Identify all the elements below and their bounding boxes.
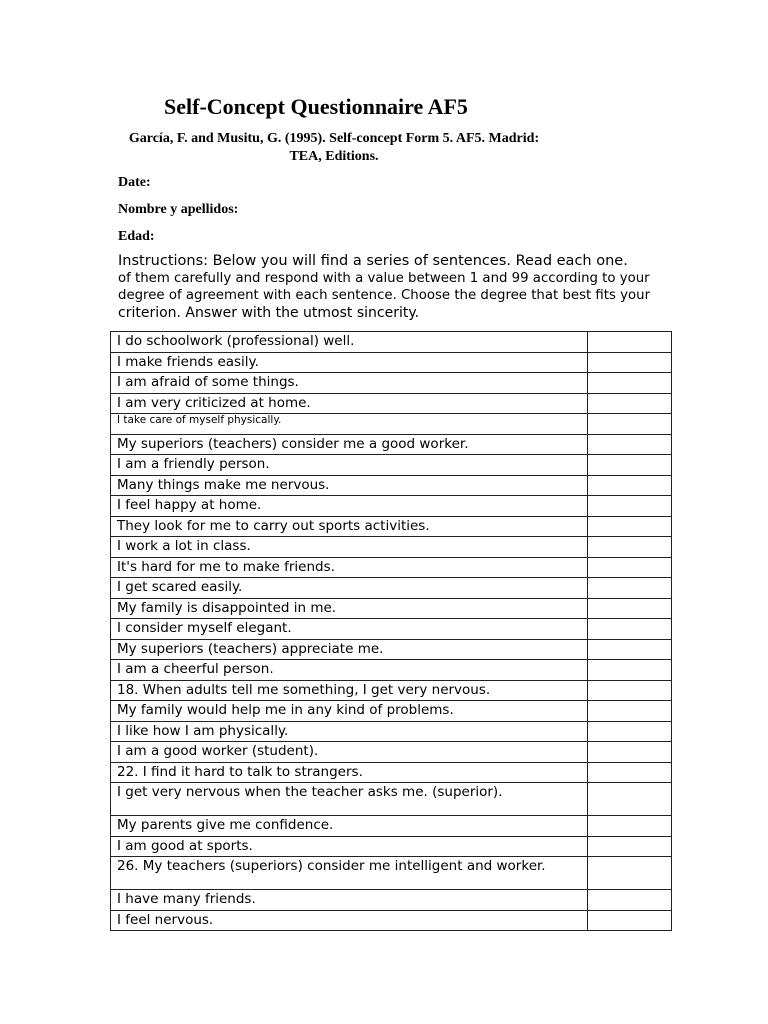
- item-statement: Many things make me nervous.: [111, 475, 588, 496]
- answer-cell[interactable]: [588, 475, 672, 496]
- table-row: [111, 910, 672, 931]
- date-field-label: Date:: [118, 175, 151, 190]
- questionnaire-table: [110, 331, 672, 931]
- instructions-line-1: Instructions: Below you will find a series of sentences. Read each one.: [118, 253, 628, 269]
- name-field-label: Nombre y apellidos:: [118, 202, 239, 217]
- item-statement: It's hard for me to make friends.: [111, 557, 588, 578]
- table-row: [111, 373, 672, 394]
- table-row: [111, 762, 672, 783]
- answer-cell[interactable]: [588, 516, 672, 537]
- table-row: [111, 332, 672, 353]
- answer-cell[interactable]: [588, 393, 672, 414]
- item-statement: I am good at sports.: [111, 836, 588, 857]
- item-statement: My family would help me in any kind of problems.: [111, 701, 588, 722]
- item-statement: I am afraid of some things.: [111, 373, 588, 394]
- answer-cell[interactable]: [588, 352, 672, 373]
- item-statement: I make friends easily.: [111, 352, 588, 373]
- table-row: [111, 816, 672, 837]
- answer-cell[interactable]: [588, 836, 672, 857]
- table-row: [111, 455, 672, 476]
- item-statement: I get very nervous when the teacher asks me. (superior).: [111, 783, 588, 816]
- table-row: [111, 742, 672, 763]
- instructions-line-3: degree of agreement with each sentence. Choose the degree that best fits your: [118, 288, 651, 303]
- answer-cell[interactable]: [588, 434, 672, 455]
- answer-cell[interactable]: [588, 701, 672, 722]
- table-row: [111, 619, 672, 640]
- item-statement: 18. When adults tell me something, I get very nervous.: [111, 680, 588, 701]
- item-statement: I work a lot in class.: [111, 537, 588, 558]
- item-statement: My superiors (teachers) appreciate me.: [111, 639, 588, 660]
- table-row: [111, 557, 672, 578]
- answer-cell[interactable]: [588, 742, 672, 763]
- table-row: [111, 890, 672, 911]
- instructions-line-4: criterion. Answer with the utmost sincerity.: [118, 305, 420, 321]
- answer-cell[interactable]: [588, 578, 672, 599]
- table-row: [111, 701, 672, 722]
- item-statement: My family is disappointed in me.: [111, 598, 588, 619]
- item-statement: They look for me to carry out sports activities.: [111, 516, 588, 537]
- item-statement: 22. I find it hard to talk to strangers.: [111, 762, 588, 783]
- table-row: [111, 680, 672, 701]
- table-row: [111, 516, 672, 537]
- table-row: [111, 475, 672, 496]
- item-statement: I like how I am physically.: [111, 721, 588, 742]
- answer-cell[interactable]: [588, 816, 672, 837]
- table-row: [111, 721, 672, 742]
- table-row: [111, 857, 672, 890]
- table-row: [111, 414, 672, 435]
- table-row: [111, 434, 672, 455]
- page-title: Self-Concept Questionnaire AF5: [164, 94, 468, 119]
- answer-cell[interactable]: [588, 890, 672, 911]
- table-row: [111, 836, 672, 857]
- instructions-line-2: of them carefully and respond with a value between 1 and 99 according to your: [118, 271, 650, 286]
- answer-cell[interactable]: [588, 639, 672, 660]
- answer-cell[interactable]: [588, 332, 672, 353]
- table-row: [111, 660, 672, 681]
- answer-cell[interactable]: [588, 455, 672, 476]
- age-field-label: Edad:: [118, 229, 155, 244]
- table-row: [111, 393, 672, 414]
- item-statement: 26. My teachers (superiors) consider me intelligent and worker.: [111, 857, 588, 890]
- citation: García, F. and Musitu, G. (1995). Self-concept Form 5. AF5. Madrid: TEA, Editions.: [128, 131, 540, 164]
- table-row: [111, 598, 672, 619]
- answer-cell[interactable]: [588, 414, 672, 435]
- item-statement: I take care of myself physically.: [111, 414, 588, 435]
- item-statement: I am a friendly person.: [111, 455, 588, 476]
- answer-cell[interactable]: [588, 373, 672, 394]
- item-statement: My superiors (teachers) consider me a good worker.: [111, 434, 588, 455]
- answer-cell[interactable]: [588, 680, 672, 701]
- table-row: [111, 496, 672, 517]
- answer-cell[interactable]: [588, 910, 672, 931]
- answer-cell[interactable]: [588, 557, 672, 578]
- item-statement: I consider myself elegant.: [111, 619, 588, 640]
- answer-cell[interactable]: [588, 721, 672, 742]
- answer-cell[interactable]: [588, 537, 672, 558]
- table-row: [111, 578, 672, 599]
- answer-cell[interactable]: [588, 619, 672, 640]
- answer-cell[interactable]: [588, 496, 672, 517]
- table-row: [111, 639, 672, 660]
- item-statement: My parents give me confidence.: [111, 816, 588, 837]
- item-statement: I am very criticized at home.: [111, 393, 588, 414]
- answer-cell[interactable]: [588, 857, 672, 890]
- item-statement: I do schoolwork (professional) well.: [111, 332, 588, 353]
- answer-cell[interactable]: [588, 598, 672, 619]
- item-statement: I feel nervous.: [111, 910, 588, 931]
- item-statement: I am a good worker (student).: [111, 742, 588, 763]
- table-row: [111, 783, 672, 816]
- answer-cell[interactable]: [588, 762, 672, 783]
- answer-cell[interactable]: [588, 660, 672, 681]
- table-row: [111, 537, 672, 558]
- item-statement: I feel happy at home.: [111, 496, 588, 517]
- item-statement: I get scared easily.: [111, 578, 588, 599]
- table-row: [111, 352, 672, 373]
- answer-cell[interactable]: [588, 783, 672, 816]
- item-statement: I have many friends.: [111, 890, 588, 911]
- item-statement: I am a cheerful person.: [111, 660, 588, 681]
